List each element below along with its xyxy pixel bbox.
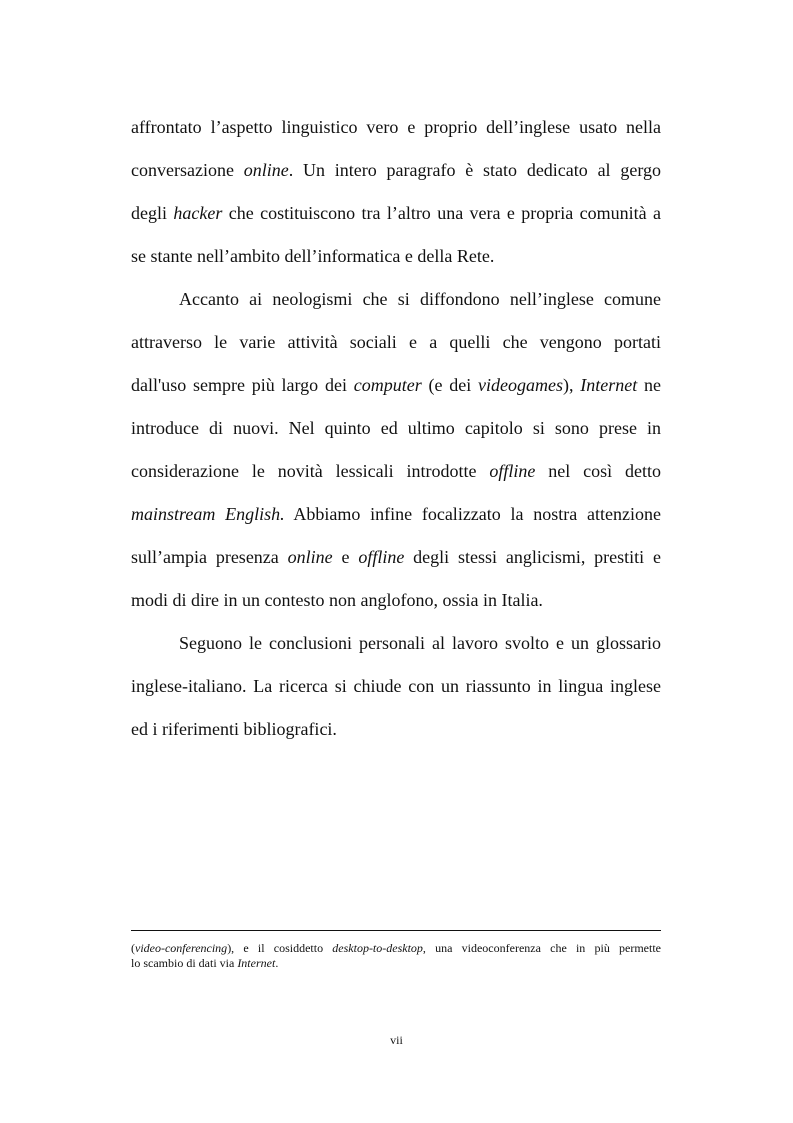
italic-term: Internet [237, 956, 276, 970]
body-line: Seguono le conclusioni personali al lavoro svolto e un glossario [179, 633, 661, 653]
body-line: ed i riferimenti bibliografici. [131, 719, 337, 739]
page-number: vii [390, 1033, 403, 1047]
italic-term: mainstream English. [131, 504, 285, 524]
italic-term: offline [489, 461, 536, 481]
footnote-line: lo scambio di dati via Internet. [131, 956, 279, 970]
italic-term: offline [358, 547, 405, 567]
body-line: attraverso le varie attività sociali e a quelli che vengono portati [131, 332, 661, 352]
body-line: considerazione le novità lessicali introdotte offline nel così detto [131, 461, 661, 481]
italic-term: video-conferencing [135, 941, 228, 955]
italic-term: computer [353, 375, 422, 395]
body-line: conversazione online. Un intero paragrafo è stato dedicato al gergo [131, 160, 661, 180]
italic-term: Internet [580, 375, 638, 395]
italic-term: desktop-to-desktop [332, 941, 423, 955]
body-line: affrontato l’aspetto linguistico vero e proprio dell’inglese usato nella [131, 117, 661, 137]
body-line: dall'uso sempre più largo dei computer (e dei videogames), Internet ne [131, 375, 661, 395]
body-line: se stante nell’ambito dell’informatica e della Rete. [131, 246, 495, 266]
body-line: degli hacker che costituiscono tra l’altro una vera e propria comunità a [131, 203, 661, 223]
italic-term: online [287, 547, 333, 567]
body-line: introduce di nuovi. Nel quinto ed ultimo capitolo si sono prese in [131, 418, 661, 438]
italic-term: hacker [173, 203, 223, 223]
body-line: inglese-italiano. La ricerca si chiude con un riassunto in lingua inglese [131, 676, 661, 696]
footnote-line: (video-conferencing), e il cosiddetto desktop-to-desktop, una videoconferenza che in più permette [131, 941, 661, 955]
body-line: modi di dire in un contesto non anglofono, ossia in Italia. [131, 590, 543, 610]
body-line: Accanto ai neologismi che si diffondono nell’inglese comune [179, 289, 661, 309]
body-line: mainstream English. Abbiamo infine focalizzato la nostra attenzione [131, 504, 661, 524]
body-line: sull’ampia presenza online e offline degli stessi anglicismi, prestiti e [131, 547, 661, 567]
italic-term: videogames [477, 375, 563, 395]
italic-term: online [243, 160, 289, 180]
footnote-separator [131, 930, 661, 931]
